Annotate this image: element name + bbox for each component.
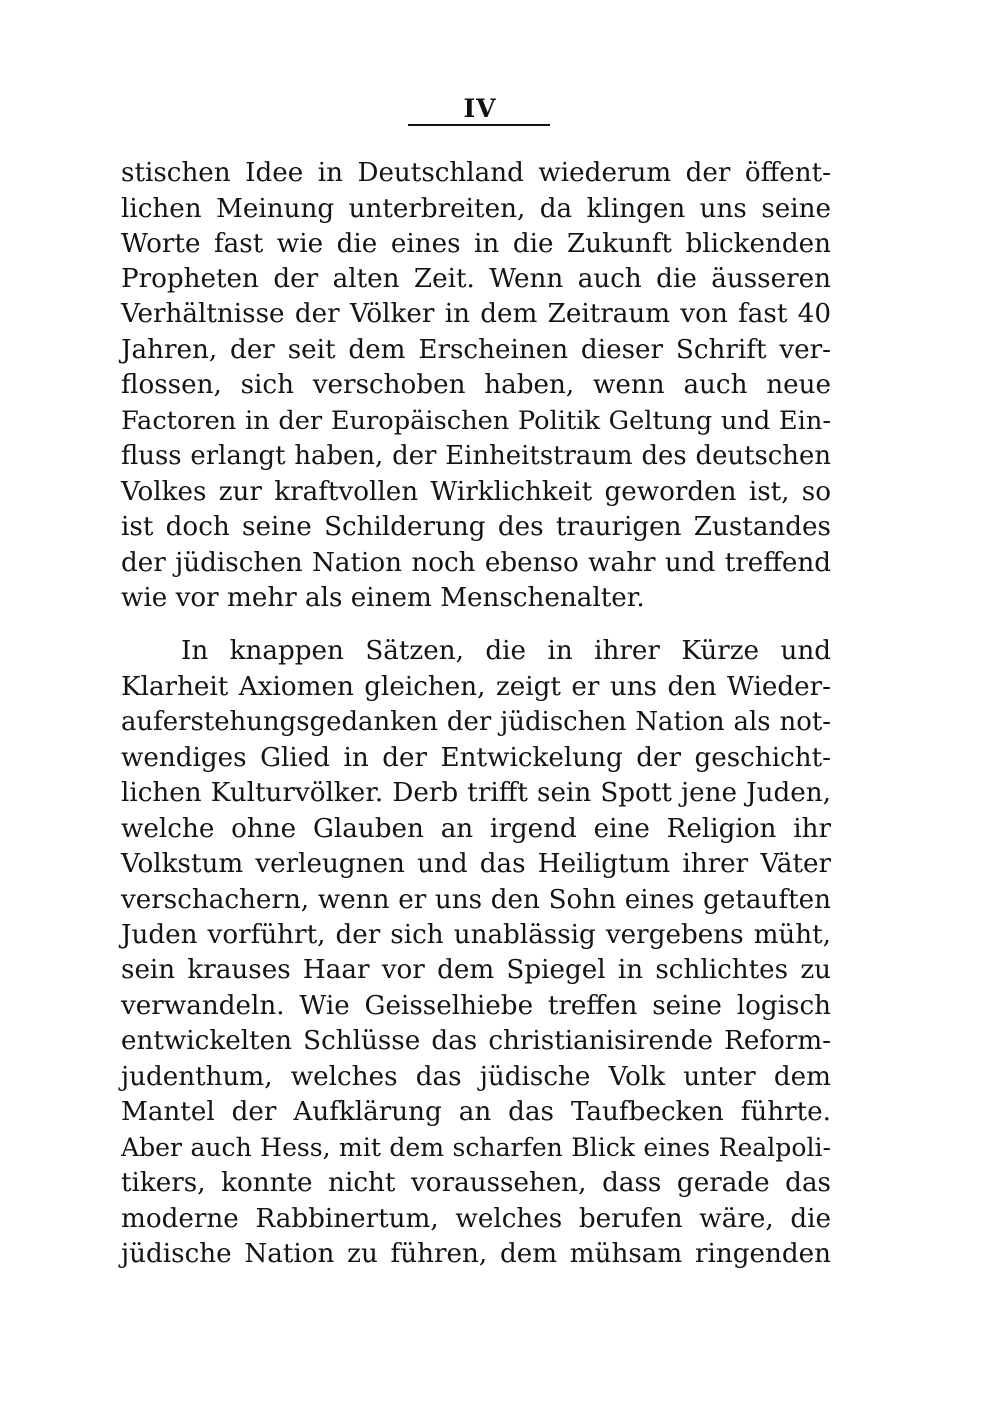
text-line: wie vor mehr als einem Menschenalter. bbox=[121, 583, 645, 613]
text-line: flossen, sich verschoben haben, wenn auch neue bbox=[121, 370, 831, 400]
text-line: auferstehungsgedanken der jüdischen Nation als not- bbox=[121, 707, 831, 737]
text-line: Jahren, der seit dem Erscheinen dieser Schrift ver- bbox=[121, 335, 831, 365]
text-line: Volkes zur kraftvollen Wirklichkeit geworden ist, so bbox=[121, 477, 831, 507]
text-line: judenthum, welches das jüdische Volk unter dem bbox=[121, 1062, 831, 1092]
text-line: Volkstum verleugnen und das Heiligtum ihrer Väter bbox=[121, 849, 831, 879]
text-line: stischen Idee in Deutschland wiederum der öffent- bbox=[121, 158, 831, 188]
text-line: tikers, konnte nicht voraussehen, dass gerade das bbox=[121, 1168, 831, 1198]
text-line: lichen Meinung unterbreiten, da klingen uns seine bbox=[121, 194, 831, 224]
text-line: moderne Rabbinertum, welches berufen wäre, die bbox=[121, 1204, 831, 1234]
text-line: Factoren in der Europäischen Politik Geltung und Ein- bbox=[121, 406, 831, 436]
text-line: lichen Kulturvölker. Derb trifft sein Spott jene Juden, bbox=[121, 778, 831, 808]
text-line: Verhältnisse der Völker in dem Zeitraum von fast 40 bbox=[121, 299, 831, 329]
text-line: Klarheit Axiomen gleichen, zeigt er uns den Wieder- bbox=[121, 672, 831, 702]
text-line: der jüdischen Nation noch ebenso wahr und treffend bbox=[121, 548, 831, 578]
text-line: verschachern, wenn er uns den Sohn eines getauften bbox=[121, 885, 831, 915]
text-line: jüdische Nation zu führen, dem mühsam ringenden bbox=[121, 1239, 831, 1269]
text-line: Juden vorführt, der sich unablässig vergebens müht, bbox=[121, 920, 831, 950]
text-line: Propheten der alten Zeit. Wenn auch die äusseren bbox=[121, 264, 831, 294]
text-line: welche ohne Glauben an irgend eine Religion ihr bbox=[121, 814, 831, 844]
text-line: In knappen Sätzen, die in ihrer Kürze und bbox=[181, 636, 831, 666]
text-line: fluss erlangt haben, der Einheitstraum des deutschen bbox=[121, 441, 831, 471]
text-line: Mantel der Aufklärung an das Taufbecken führte. bbox=[121, 1097, 831, 1127]
text-line: Aber auch Hess, mit dem scharfen Blick eines Realpoli- bbox=[121, 1133, 831, 1162]
header-rule bbox=[408, 124, 550, 126]
text-line: Worte fast wie die eines in die Zukunft blickenden bbox=[121, 229, 831, 259]
text-line: entwickelten Schlüsse das christianisirende Reform- bbox=[121, 1026, 831, 1056]
text-line: ist doch seine Schilderung des traurigen Zustandes bbox=[121, 512, 831, 542]
text-line: verwandeln. Wie Geisselhiebe treffen seine logisch bbox=[121, 991, 831, 1021]
text-line: sein krauses Haar vor dem Spiegel in schlichtes zu bbox=[121, 955, 831, 985]
text-line: wendiges Glied in der Entwickelung der geschicht- bbox=[121, 743, 831, 773]
page-number: IV bbox=[463, 94, 497, 123]
